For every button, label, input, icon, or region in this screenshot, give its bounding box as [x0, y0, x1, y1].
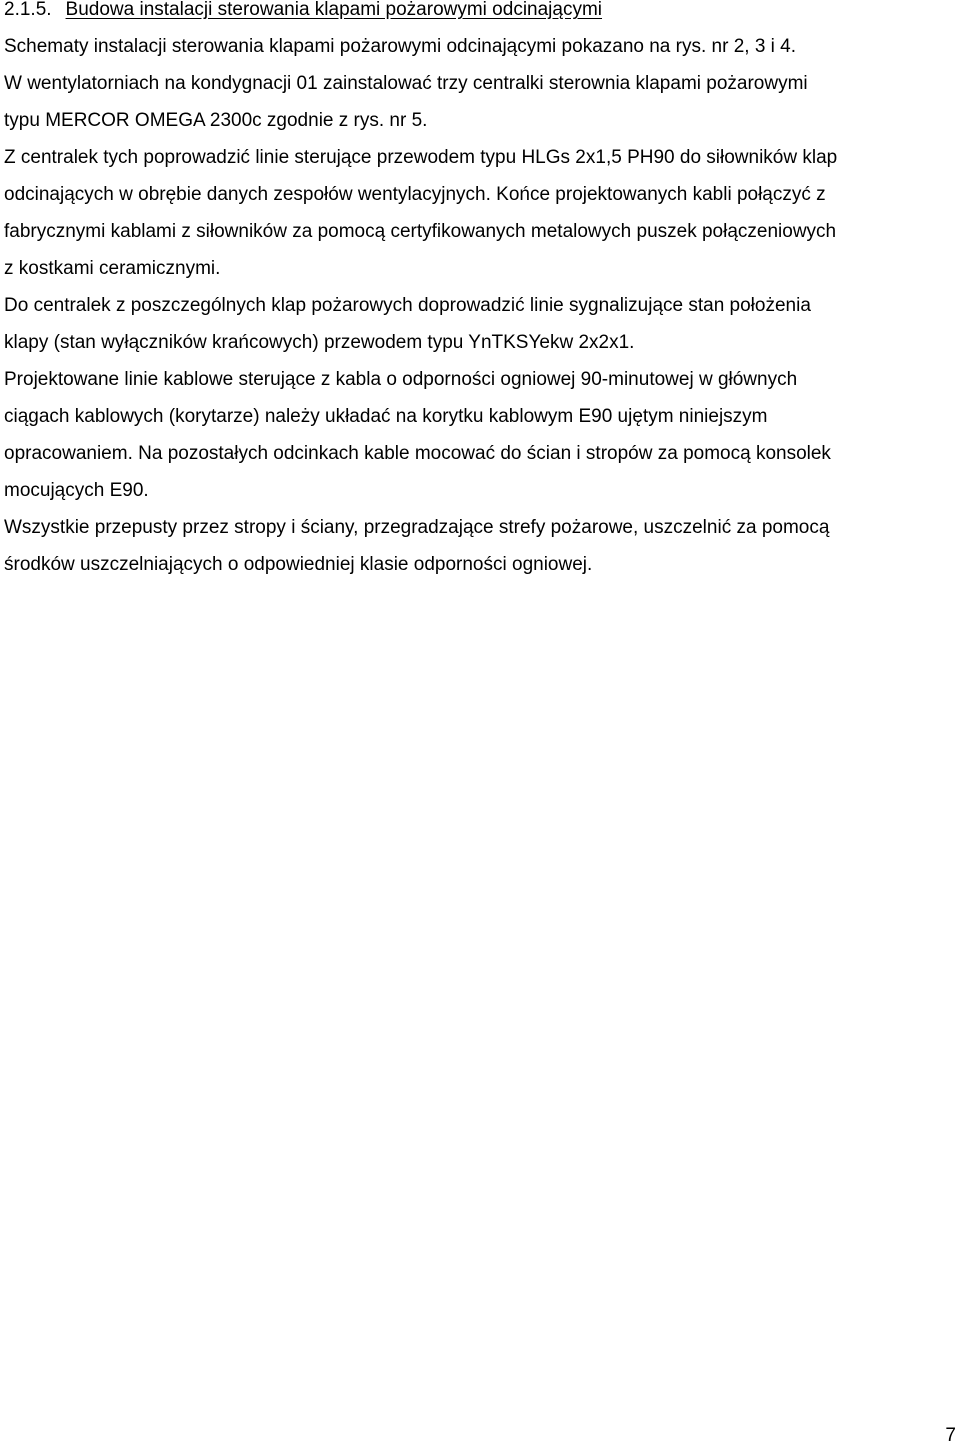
- page-number: 7: [945, 1425, 956, 1446]
- text-line: Projektowane linie kablowe sterujące z kabla o odporności ogniowej 90-minutowej w głównych: [4, 369, 798, 390]
- section-number: 2.1.5.: [4, 0, 52, 20]
- text-line: mocujących E90.: [4, 480, 149, 501]
- text-line: fabrycznymi kablami z siłowników za pomocą certyfikowanych metalowych puszek połączeniowych: [4, 221, 837, 242]
- text-line: z kostkami ceramicznymi.: [4, 258, 221, 279]
- section-heading: [4, 0, 602, 24]
- text-line: środków uszczelniających o odpowiedniej klasie odporności ogniowej.: [4, 554, 593, 575]
- text-line: W wentylatorniach na kondygnacji 01 zainstalować trzy centralki sterownia klapami pożarowymi: [4, 73, 808, 94]
- section-title: Budowa instalacji sterowania klapami pożarowymi odcinającymi: [65, 0, 603, 20]
- text-line: typu MERCOR OMEGA 2300c zgodnie z rys. nr 5.: [4, 110, 428, 131]
- text-line: odcinających w obrębie danych zespołów wentylacyjnych. Końce projektowanych kabli połączyć z: [4, 184, 826, 205]
- text-line: ciągach kablowych (korytarze) należy układać na korytku kablowym E90 ujętym niniejszym: [4, 406, 768, 427]
- text-line: klapy (stan wyłączników krańcowych) przewodem typu YnTKSYekw 2x2x1.: [4, 332, 635, 353]
- text-line: Wszystkie przepusty przez stropy i ściany, przegradzające strefy pożarowe, uszczelnić za pomocą: [4, 517, 830, 538]
- text-line: Do centralek z poszczególnych klap pożarowych doprowadzić linie sygnalizujące stan położenia: [4, 295, 811, 316]
- text-line: Z centralek tych poprowadzić linie sterujące przewodem typu HLGs 2x1,5 PH90 do siłowników klap: [4, 147, 838, 168]
- text-line: opracowaniem. Na pozostałych odcinkach kable mocować do ścian i stropów za pomocą konsolek: [4, 443, 831, 464]
- text-line: Schematy instalacji sterowania klapami pożarowymi odcinającymi pokazano na rys. nr 2, 3 i 4.: [4, 36, 797, 57]
